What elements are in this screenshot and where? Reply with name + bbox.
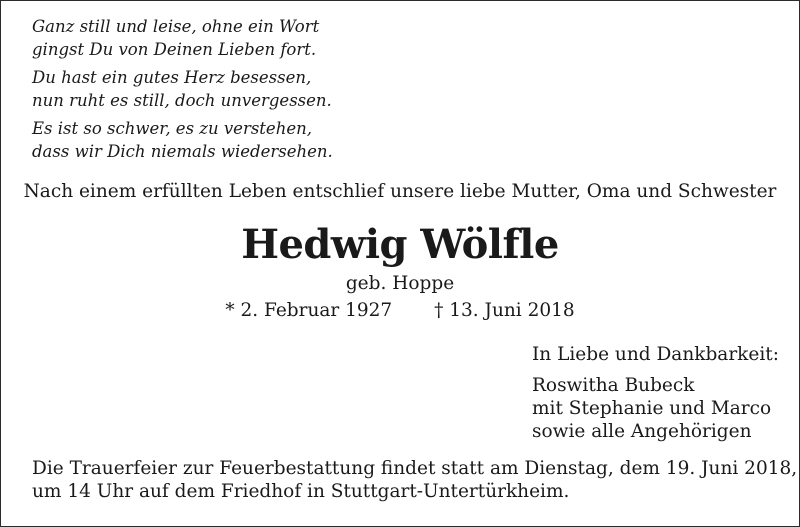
mourner-line: sowie alle Angehörigen <box>532 421 752 442</box>
death-date: † 13. Juni 2018 <box>434 300 575 321</box>
poem-stanza <box>32 66 333 112</box>
intro-text: Nach einem erfüllten Leben entschlief unsere liebe Mutter, Oma und Schwester <box>23 181 777 202</box>
funeral-line: um 14 Uhr auf dem Friedhof in Stuttgart-Untertürkheim. <box>32 481 570 502</box>
mourner-line: mit Stephanie und Marco <box>532 398 772 419</box>
poem-line: dass wir Dich niemals wiedersehen. <box>32 142 333 161</box>
poem-stanza <box>32 15 333 61</box>
mourners-heading: In Liebe und Dankbarkeit: <box>532 344 779 365</box>
deceased-name: Hedwig Wölfle <box>241 221 559 268</box>
poem-line: Ganz still und leise, ohne ein Wort <box>32 17 320 36</box>
mourners-block <box>532 343 779 443</box>
poem-line: gingst Du von Deinen Lieben fort. <box>32 40 317 59</box>
funeral-info <box>32 457 797 503</box>
maiden-name: geb. Hoppe <box>345 273 455 294</box>
memorial-poem <box>32 15 333 168</box>
poem-line: nun ruht es still, doch unvergessen. <box>32 91 332 110</box>
mourner-line: Roswitha Bubeck <box>532 375 695 396</box>
life-dates <box>1 300 799 321</box>
birth-date: * 2. Februar 1927 <box>225 300 393 321</box>
poem-line: Du hast ein gutes Herz besessen, <box>32 68 312 87</box>
poem-line: Es ist so schwer, es zu verstehen, <box>32 119 312 138</box>
poem-stanza <box>32 117 333 163</box>
funeral-line: Die Trauerfeier zur Feuerbestattung findet statt am Dienstag, dem 19. Juni 2018, <box>32 458 798 479</box>
